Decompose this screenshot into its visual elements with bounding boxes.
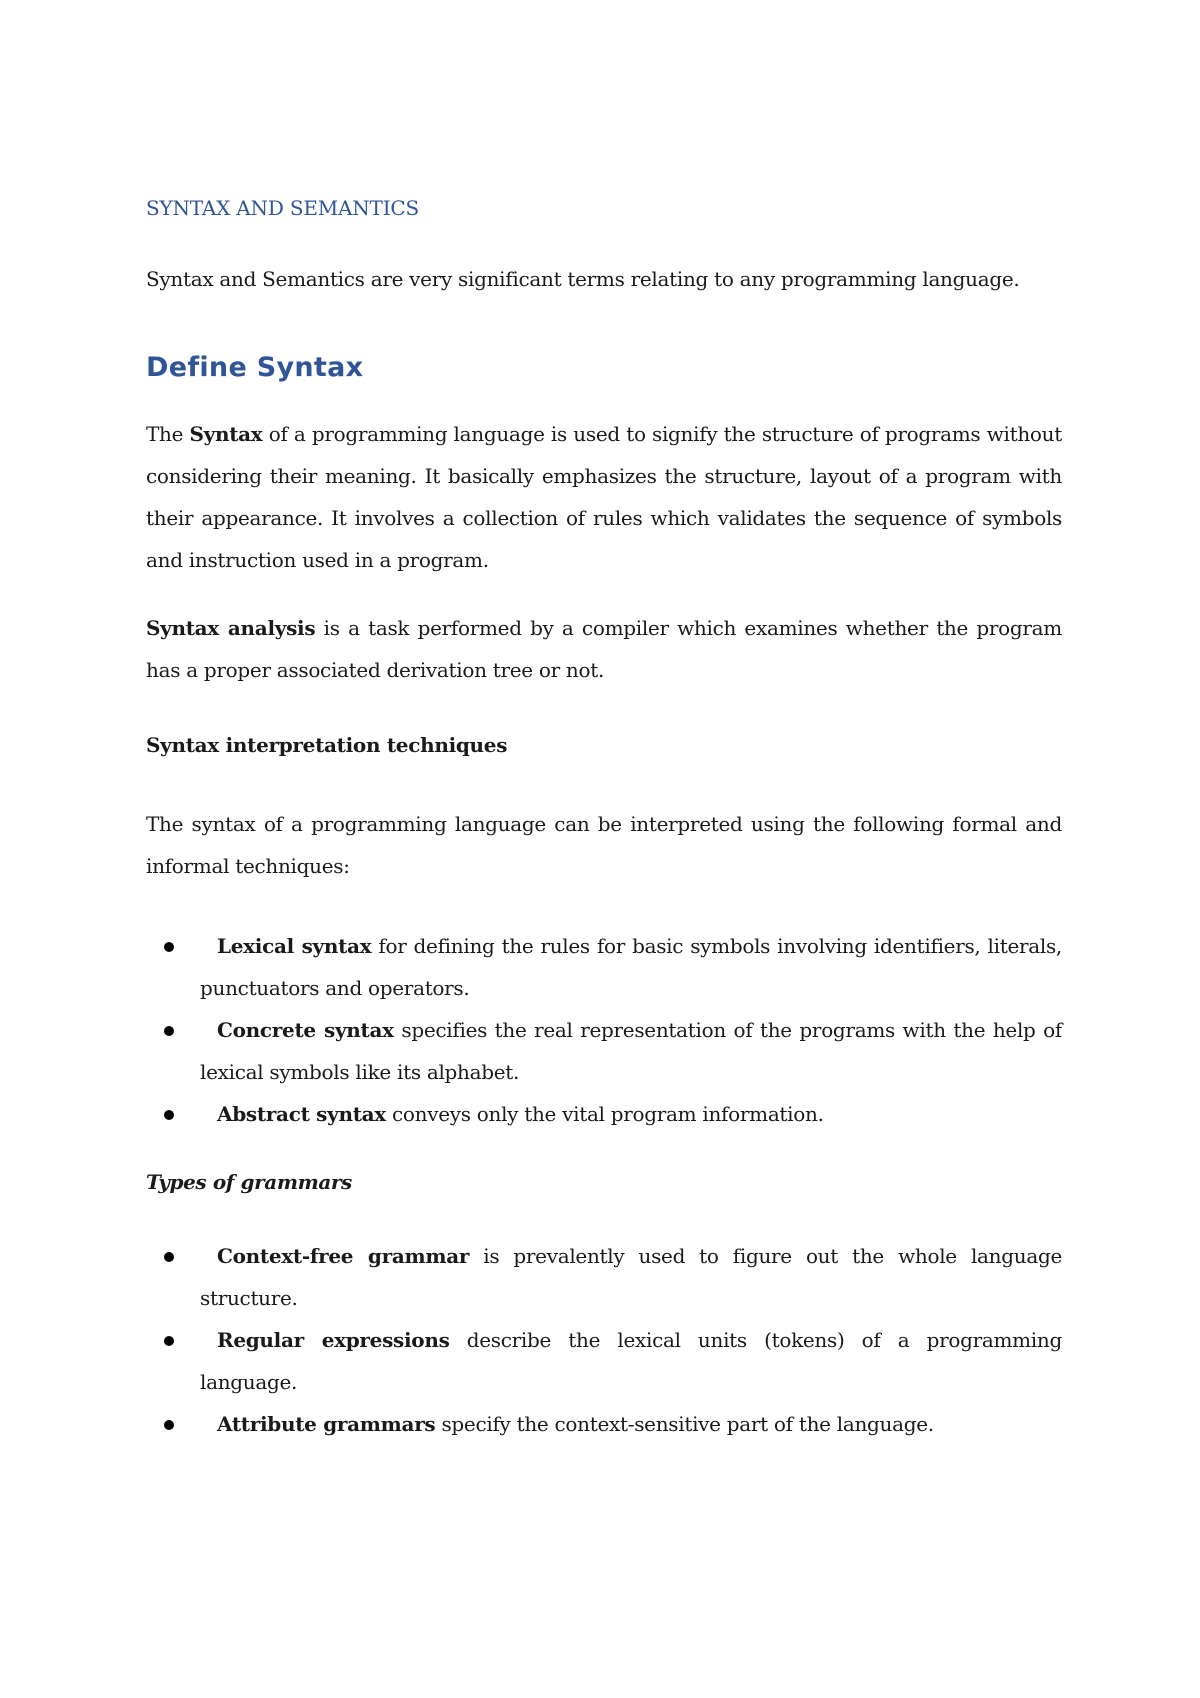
bold-term-syntax: Syntax	[189, 422, 263, 446]
list-item-term: Context-free grammar	[217, 1244, 470, 1268]
list-item	[146, 925, 1062, 1009]
bullet-icon	[164, 1110, 174, 1120]
text-run: is a task performed by a compiler which examines whether the program has a proper associated derivation tree or not.	[146, 616, 1062, 682]
bullet-icon	[164, 942, 174, 952]
section-heading-define-syntax: Define Syntax	[146, 352, 364, 383]
list-item-text: for defining the rules for basic symbols involving identifiers, literals, punctuators and operators.	[200, 934, 1062, 1000]
list-item-term: Abstract syntax	[217, 1102, 386, 1126]
list-item-text: specify the context-sensitive part of the language.	[435, 1412, 934, 1436]
text-run: of a programming language is used to signify the structure of programs without considering their meaning. It basically emphasizes the structure, layout of a program with their appearance. It involves a collection of rules which validates the sequence of symbols and instruction used in a program.	[146, 422, 1062, 572]
list-item-term: Attribute grammars	[217, 1412, 436, 1436]
list-item-term: Regular expressions	[217, 1328, 450, 1352]
bullet-icon	[164, 1336, 174, 1346]
document-title: SYNTAX AND SEMANTICS	[146, 196, 419, 220]
list-item	[146, 1403, 1062, 1445]
techniques-intro-paragraph: The syntax of a programming language can be interpreted using the following formal and informal techniques:	[146, 812, 1062, 878]
list-item	[146, 1093, 1062, 1135]
syntax-analysis-paragraph	[146, 607, 1062, 691]
bullet-icon	[164, 1026, 174, 1036]
subheading-types-of-grammars: Types of grammars	[146, 1170, 352, 1194]
list-item-text: describe the lexical units (tokens) of a programming language.	[200, 1328, 1062, 1394]
subheading-interpretation-techniques: Syntax interpretation techniques	[146, 733, 508, 757]
grammars-list	[146, 1235, 1062, 1445]
list-item	[146, 1235, 1062, 1319]
bold-term-syntax-analysis: Syntax analysis	[146, 616, 316, 640]
syntax-definition-paragraph	[146, 413, 1062, 581]
list-item-term: Lexical syntax	[217, 934, 372, 958]
intro-paragraph: Syntax and Semantics are very significant terms relating to any programming language.	[146, 267, 1020, 291]
techniques-list	[146, 925, 1062, 1135]
list-item	[146, 1319, 1062, 1403]
list-item-text: is prevalently used to figure out the whole language structure.	[200, 1244, 1062, 1310]
bullet-icon	[164, 1252, 174, 1262]
text-run: The	[146, 422, 190, 446]
list-item	[146, 1009, 1062, 1093]
bullet-icon	[164, 1420, 174, 1430]
list-item-text: specifies the real representation of the programs with the help of lexical symbols like its alphabet.	[200, 1018, 1062, 1084]
list-item-term: Concrete syntax	[217, 1018, 394, 1042]
list-item-text: conveys only the vital program information.	[385, 1102, 824, 1126]
